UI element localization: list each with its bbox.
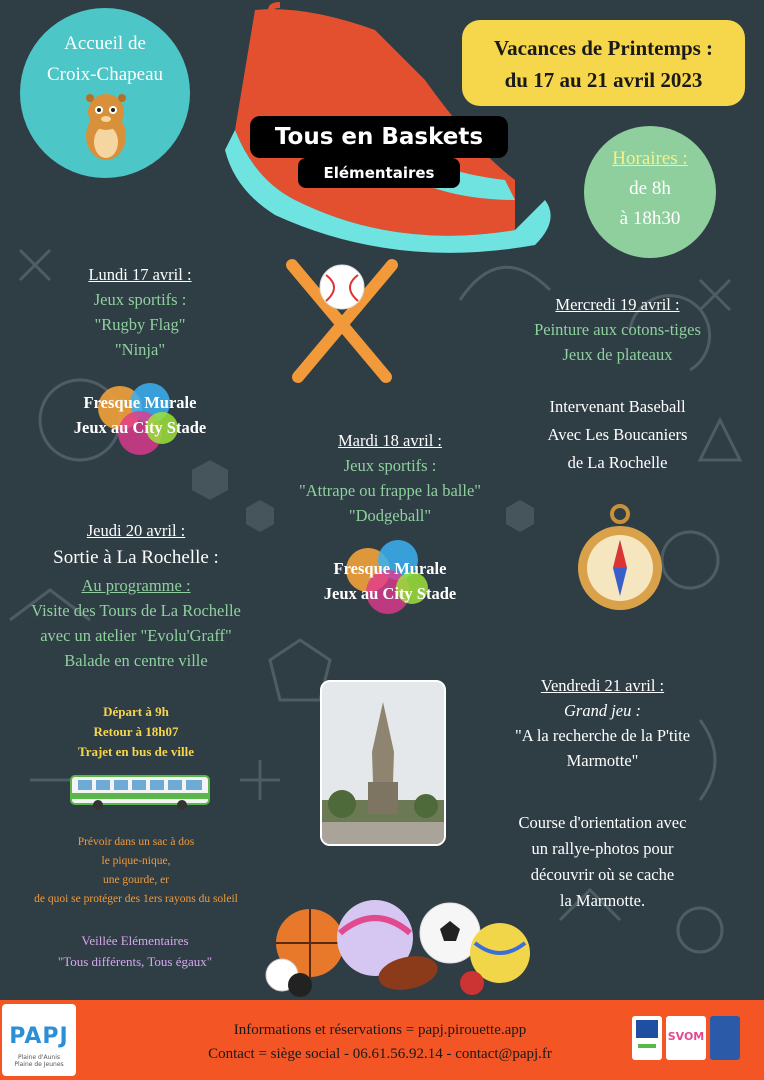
veillee-title: Veillée Elémentaires	[81, 933, 189, 948]
page-title: Tous en Baskets	[250, 116, 508, 158]
course-2: un rallye-photos pour	[531, 839, 674, 858]
horaires-badge	[584, 126, 716, 258]
mardi-section	[250, 428, 530, 528]
jeudi-programme-2: avec un atelier "Evolu'Graff"	[40, 626, 232, 645]
lundi-sport-2: "Rugby Flag"	[94, 315, 186, 334]
jeudi-day: Jeudi 20 avril :	[86, 521, 186, 540]
accueil-badge	[20, 8, 190, 178]
vendredi-grand-jeu: Grand jeu :	[564, 701, 641, 720]
lighthouse-icon	[322, 682, 444, 844]
mardi-sport-1: Jeux sportifs :	[343, 456, 437, 475]
footer-contact: Contact = siège social - 06.61.56.92.14 - contact@papj.fr	[208, 1046, 552, 1062]
jeudi-sortie: Sortie à La Rochelle :	[53, 547, 219, 568]
mercredi-activity-1: Peinture aux cotons-tiges	[534, 320, 701, 339]
footer	[0, 1000, 764, 1080]
jeudi-transport	[20, 702, 252, 762]
caf-logo-icon	[632, 1016, 662, 1060]
horaires-label: Horaires :	[612, 148, 688, 169]
vendredi-jeu-title-2: Marmotte"	[566, 751, 639, 770]
tour-lanterne-photo	[320, 680, 446, 846]
prevoir-1: Prévoir dans un sac à dos	[77, 836, 195, 848]
footer-contact-block	[140, 1018, 620, 1066]
lundi-extra	[20, 390, 260, 440]
intervenant-line-2: Avec Les Boucaniers	[547, 425, 688, 444]
jeudi-programme-1: Visite des Tours de La Rochelle	[31, 601, 241, 620]
horaires-end: à 18h30	[619, 208, 681, 229]
lundi-section	[20, 262, 260, 362]
mardi-extra-2: Jeux au City Stade	[323, 584, 457, 603]
papj-logo-sub	[2, 1054, 76, 1068]
mercredi-section	[495, 292, 740, 367]
course-1: Course d'orientation avec	[518, 813, 687, 832]
transport-depart: Départ à 9h	[103, 704, 169, 719]
veillee-section	[10, 930, 260, 972]
transport-trajet: Trajet en bus de ville	[77, 744, 195, 759]
papj-sub-2: Plaine de Jeunes	[14, 1061, 64, 1068]
prevoir-4: de quoi se protéger des 1ers rayons du soleil	[34, 893, 238, 905]
mardi-extra-1: Fresque Murale	[333, 559, 447, 578]
vendredi-jeu-title-1: "A la recherche de la P'tite	[514, 726, 691, 745]
footer-info: Informations et réservations = papj.pirouette.app	[233, 1022, 527, 1038]
vendredi-section	[490, 673, 715, 773]
accueil-line-2: Croix-Chapeau	[46, 64, 164, 85]
compass-icon	[575, 500, 665, 618]
mardi-sport-2: "Attrape ou frappe la balle"	[298, 481, 482, 500]
prevoir-2: le pique-nique,	[101, 855, 171, 867]
prevoir-3: une gourde, er	[102, 874, 170, 886]
vacances-banner	[462, 20, 745, 106]
horaires-start: de 8h	[629, 178, 671, 199]
course-3: découvrir où se cache	[530, 865, 675, 884]
vacances-line-1: Vacances de Printemps :	[493, 36, 714, 60]
mardi-sport-3: "Dodgeball"	[348, 506, 432, 525]
intervenant-line-3: de La Rochelle	[567, 453, 668, 472]
mercredi-day: Mercredi 19 avril :	[555, 295, 680, 314]
marmot-mascot-icon	[78, 92, 134, 162]
jeudi-section	[5, 518, 267, 673]
partner-logo-icon	[710, 1016, 740, 1060]
baseball-bats-icon	[278, 255, 406, 387]
vendredi-day: Vendredi 21 avril :	[540, 676, 665, 695]
bus-icon	[70, 775, 210, 811]
lundi-day: Lundi 17 avril :	[88, 265, 192, 284]
mardi-day: Mardi 18 avril :	[337, 431, 443, 450]
accueil-line-1: Accueil de	[64, 33, 146, 54]
transport-retour: Retour à 18h07	[93, 724, 179, 739]
jeudi-programme-3: Balade en centre ville	[64, 651, 208, 670]
mardi-extra	[250, 556, 530, 606]
intervenant-line-1: Intervenant Baseball	[549, 397, 686, 416]
veillee-subtitle: "Tous différents, Tous égaux"	[57, 954, 213, 969]
papj-logo-text: PAPJ	[9, 1024, 69, 1049]
lundi-extra-2: Jeux au City Stade	[73, 418, 207, 437]
course-4: la Marmotte.	[559, 891, 646, 910]
lundi-extra-1: Fresque Murale	[83, 393, 197, 412]
jeudi-prevoir	[5, 833, 267, 909]
sports-balls-icon	[260, 893, 535, 1000]
mercredi-intervenant	[495, 393, 740, 477]
mercredi-activity-2: Jeux de plateaux	[562, 345, 673, 364]
vacances-line-2: du 17 au 21 avril 2023	[504, 68, 703, 92]
lundi-sport-1: Jeux sportifs :	[93, 290, 187, 309]
jeudi-programme-label: Au programme :	[81, 576, 191, 595]
lundi-sport-3: "Ninja"	[114, 340, 166, 359]
papj-sub-1: Plaine d'Aunis	[18, 1054, 60, 1061]
svom-logo	[666, 1016, 706, 1060]
svom-logo-text: SVOM	[667, 1030, 705, 1043]
page-subtitle: Elémentaires	[298, 158, 460, 188]
papj-logo	[2, 1004, 76, 1076]
